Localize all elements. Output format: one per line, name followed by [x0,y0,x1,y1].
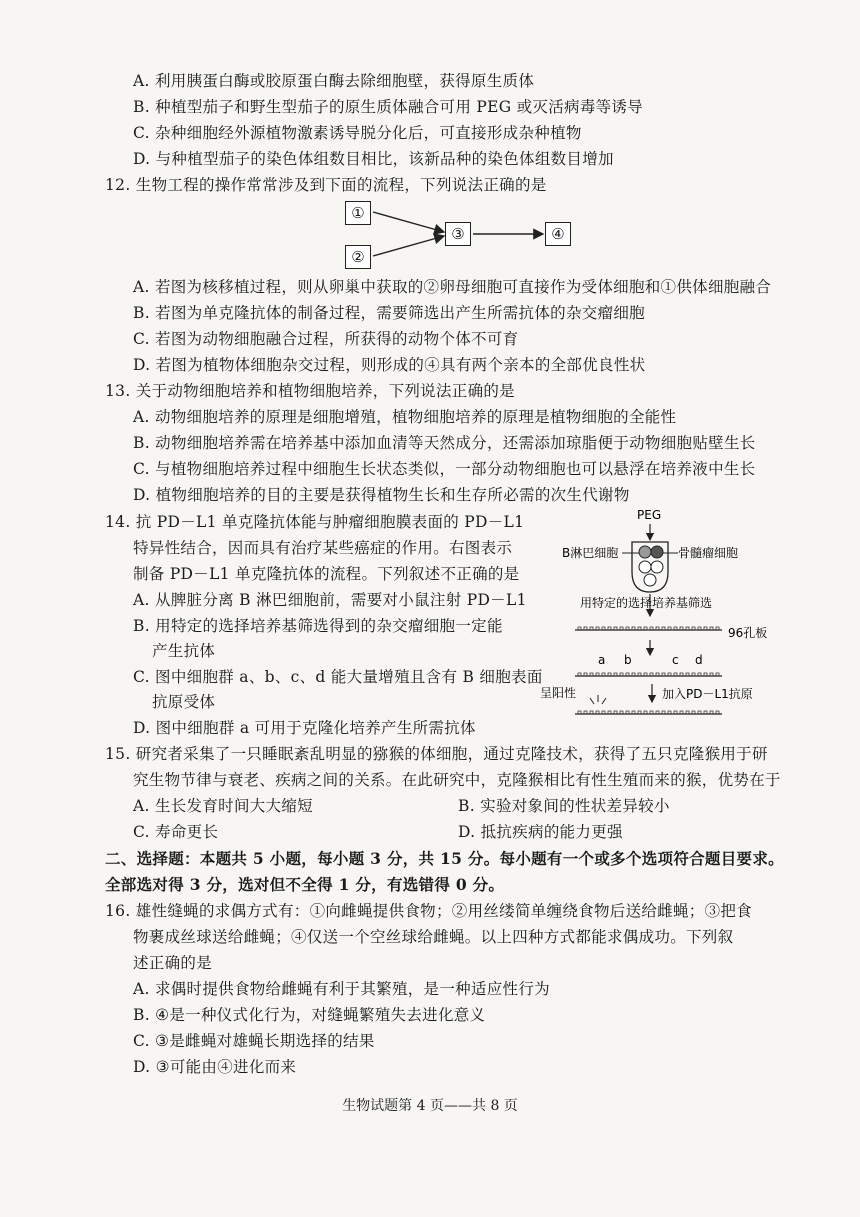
text-line: 13. 关于动物细胞培养和植物细胞培养，下列说法正确的是 [105,382,515,400]
b-cell-label: B淋巴细胞 [562,546,619,560]
text-line: C. 与植物细胞培养过程中细胞生长状态类似，一部分动物细胞也可以悬浮在培养液中生长 [133,460,756,478]
screen-label: 用特定的选择培养基筛选 [580,596,713,610]
text-line: 述正确的是 [133,954,213,972]
text-line: D. 与种植型茄子的染色体组数目相比，该新品种的染色体组数目增加 [133,150,614,168]
plate-label: 96孔板 [728,626,768,640]
text-line: D. 若图为植物体细胞杂交过程，则形成的④具有两个亲本的全部优良性状 [133,356,646,374]
peg-label: PEG [637,508,662,522]
flow-box-1: ① [345,201,371,225]
text-line: B. 若图为单克隆抗体的制备过程，需要筛选出产生所需抗体的杂交瘤细胞 [133,304,645,322]
text-line: 全部选对得 3 分，选对但不全得 1 分，有选错得 0 分。 [105,875,505,894]
text-line: 特异性结合，因而具有治疗某些癌症的作用。右图表示 [133,539,513,557]
text-line: D. 植物细胞培养的目的主要是获得植物生长和生存所必需的次生代谢物 [133,486,630,504]
flow-box-3: ③ [445,222,471,246]
group-a: a [598,653,606,667]
group-c: c [672,653,679,667]
flow-box-2: ② [345,245,371,269]
flow-box-4: ④ [545,222,571,246]
myeloma-circle [651,546,663,558]
positive-label: 呈阳性 [540,686,577,700]
text-line: 15. 研究者采集了一只睡眠紊乱明显的猕猴的体细胞，通过克隆技术，获得了五只克隆猴用于研 [105,745,768,763]
text-line: A. 求偶时提供食物给雌蝇有利于其繁殖，是一种适应性行为 [133,980,550,998]
text-line: 究生物节律与衰老、疾病之间的关系。在此研究中，克隆猴相比有性生殖而来的猴，优势在于 [133,771,781,789]
text-line: B. 用特定的选择培养基筛选得到的杂交瘤细胞一定能 [133,617,503,635]
text-line: 16. 雄性缝蝇的求偶方式有：①向雌蝇提供食物；②用丝缕简单缠绕食物后送给雌蝇；③把食 [105,902,752,920]
text-line: B. 种植型茄子和野生型茄子的原生质体融合可用 PEG 或灭活病毒等诱导 [133,98,644,116]
group-d: d [695,653,703,667]
text-line: 14. 抗 PD－L1 单克隆抗体能与肿瘤细胞膜表面的 PD－L1 [105,513,525,531]
text-line: A. 若图为核移植过程，则从卵巢中获取的②卵母细胞可直接作为受体细胞和①供体细胞融合 [133,278,772,296]
text-line: D. 图中细胞群 a 可用于克隆化培养产生所需抗体 [133,719,476,737]
text-line: A. 从脾脏分离 B 淋巴细胞前，需要对小鼠注射 PD－L1 [133,591,527,609]
text-line: A. 生长发育时间大大缩短 [133,797,313,815]
text-line: 二、选择题：本题共 5 小题，每小题 3 分，共 15 分。每小题有一个或多个选项符合题目要求。 [105,849,784,868]
text-line: B. 实验对象间的性状差异较小 [458,797,670,815]
text-line: A. 动物细胞培养的原理是细胞增殖，植物细胞培养的原理是植物细胞的全能性 [133,408,677,426]
text-line: C. 图中细胞群 a、b、c、d 能大量增殖且含有 B 细胞表面 [133,668,543,686]
text-line: D. ③可能由④进化而来 [133,1058,297,1076]
text-line: C. ③是雌蝇对雄蝇长期选择的结果 [133,1032,375,1050]
text-line: 12. 生物工程的操作常常涉及到下面的流程，下列说法正确的是 [105,176,547,194]
text-line: B. 动物细胞培养需在培养基中添加血清等天然成分，还需添加琼脂便于动物细胞贴壁生长 [133,434,756,452]
page-footer: 生物试题第 4 页——共 8 页 [342,1098,518,1114]
text-line: 抗原受体 [152,693,216,711]
text-line: 制备 PD－L1 单克隆抗体的流程。下列叙述不正确的是 [133,565,520,583]
myeloma-label: 骨髓瘤细胞 [678,546,739,560]
b-cell-circle [639,546,651,558]
text-line: A. 利用胰蛋白酶或胶原蛋白酶去除细胞壁，获得原生质体 [133,72,535,90]
text-line: 产生抗体 [152,642,216,660]
text-line: C. 若图为动物细胞融合过程，所获得的动物个体不可育 [133,330,519,348]
text-line: B. ④是一种仪式化行为，对缝蝇繁殖失去进化意义 [133,1006,486,1024]
antigen-label: 加入PD－L1抗原 [662,687,753,701]
text-line: D. 抵抗疾病的能力更强 [458,823,623,841]
positive-mark [590,695,606,704]
text-line: C. 杂种细胞经外源植物激素诱导脱分化后，可直接形成杂种植物 [133,124,582,142]
text-line: 物裹成丝球送给雌蝇；④仅送一个空丝球给雌蝇。以上四种方式都能求偶成功。下列叙 [133,928,734,946]
text-line: C. 寿命更长 [133,823,219,841]
group-b: b [624,653,632,667]
